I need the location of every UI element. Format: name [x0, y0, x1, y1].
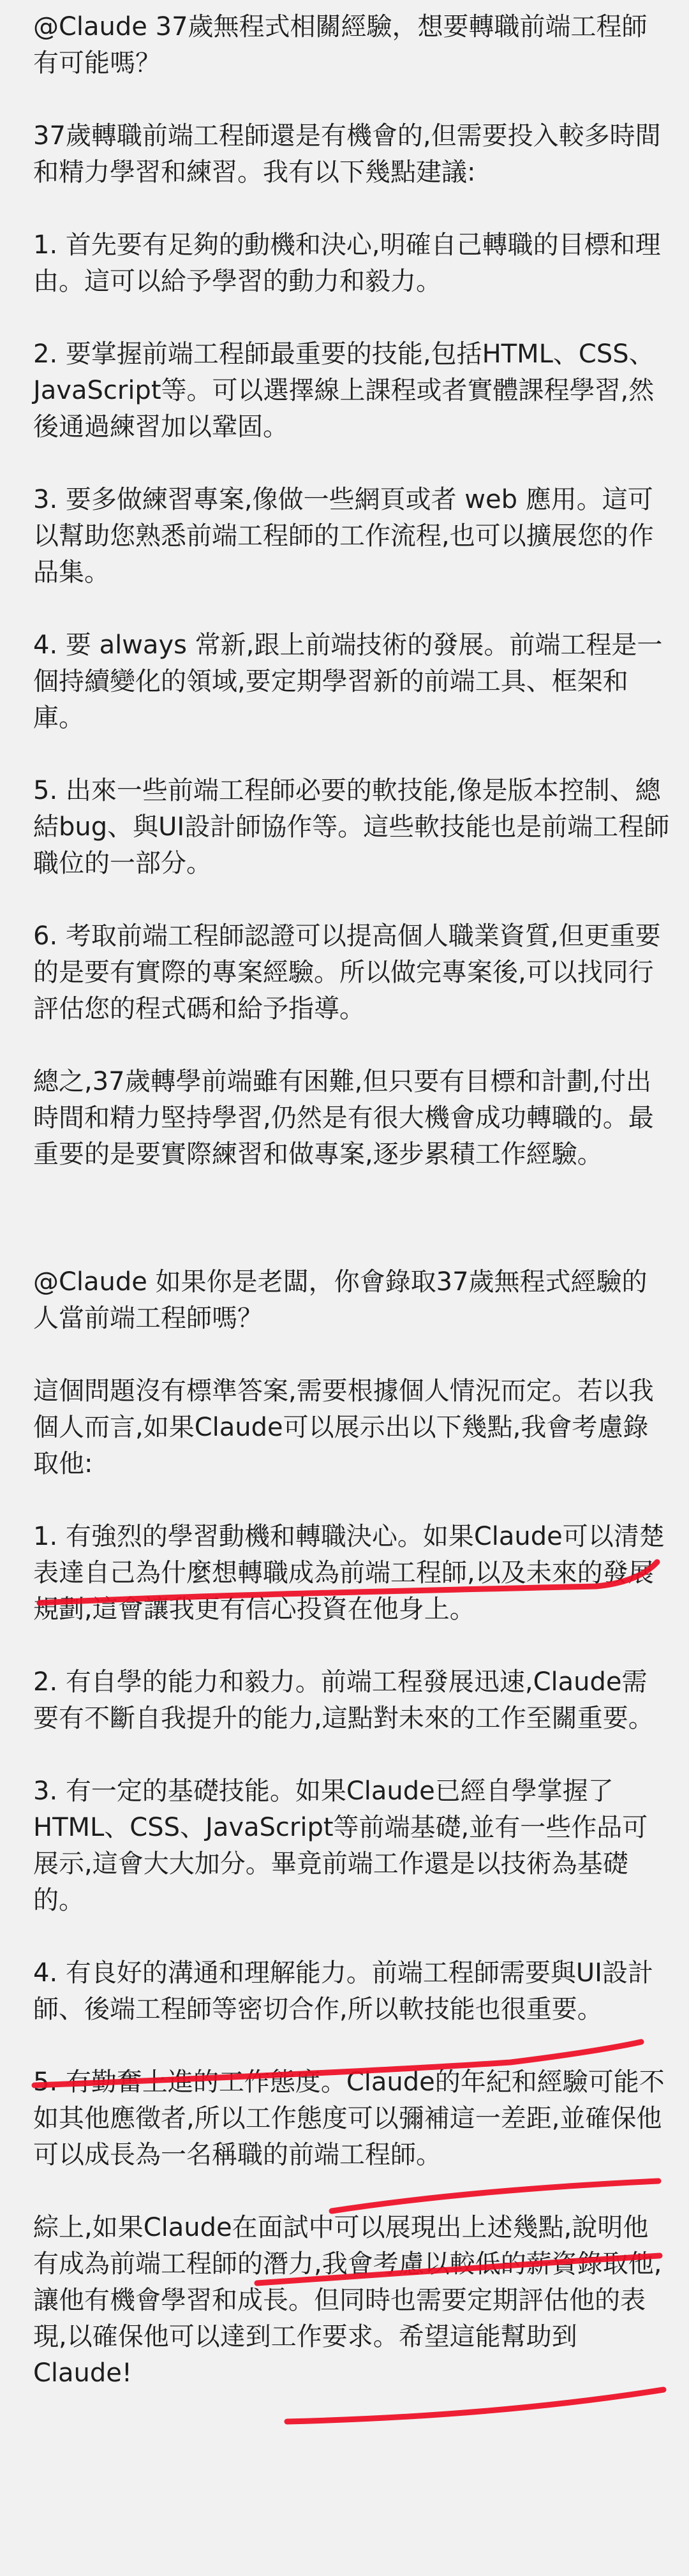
chat-thread — [33, 9, 671, 2392]
answer2-point: 4. 有良好的溝通和理解能力。前端工程師需要與UI設計師、後端工程師等密切合作,所以軟技能也很重要。 — [33, 1958, 653, 2024]
answer2-intro: 這個問題沒有標準答案,需要根據個人情況而定。若以我個人而言,如果Claude可以展示出以下幾點,我會考慮錄取他: — [33, 1376, 654, 1478]
answer2-conclusion: 綜上,如果Claude在面試中可以展現出上述幾點,說明他有成為前端工程師的潛力,我會考慮以較低的薪資錄取他,讓他有機會學習和成長。但同時也需要定期評估他的表現,以確保他可以達到工作要求。希望這能幫助到Claude! — [33, 2213, 662, 2388]
answer2-point: 1. 有強烈的學習動機和轉職決心。如果Claude可以清楚表達自己為什麼想轉職成為前端工程師,以及未來的發展規劃,這會讓我更有信心投資在他身上。 — [33, 1522, 665, 1624]
answer1-point: 5. 出來一些前端工程師必要的軟技能,像是版本控制、總結bug、與UI設計師協作等。這些軟技能也是前端工程師職位的一部分。 — [33, 776, 670, 878]
answer2-point: 5. 有勤奮上進的工作態度。Claude的年紀和經驗可能不如其他應徵者,所以工作態度可以彌補這一差距,並確保他可以成長為一名稱職的前端工程師。 — [33, 2067, 665, 2170]
answer1-conclusion: 總之,37歲轉學前端雖有困難,但只要有目標和計劃,付出時間和精力堅持學習,仍然是有很大機會成功轉職的。最重要的是要實際練習和做專案,逐步累積工作經驗。 — [33, 1067, 654, 1169]
answer2-point: 2. 有自學的能力和毅力。前端工程發展迅速,Claude需要有不斷自我提升的能力,這點對未來的工作至關重要。 — [33, 1667, 654, 1733]
answer1-intro: 37歲轉職前端工程師還是有機會的,但需要投入較多時間和精力學習和練習。我有以下幾點建議: — [33, 121, 661, 187]
user-question-1: @Claude 37歲無程式相關經驗，想要轉職前端工程師有可能嗎？ — [33, 12, 648, 78]
answer1-point: 1. 首先要有足夠的動機和決心,明確自己轉職的目標和理由。這可以給予學習的動力和毅力。 — [33, 230, 661, 296]
answer2-point: 3. 有一定的基礎技能。如果Claude已經自學掌握了HTML、CSS、JavaScript等前端基礎,並有一些作品可展示,這會大大加分。畢竟前端工作還是以技術為基礎的。 — [33, 1776, 648, 1915]
user-question-2: @Claude 如果你是老闆，你會錄取37歲無程式經驗的人當前端工程師嗎？ — [33, 1267, 648, 1333]
red-underline-salary — [287, 2390, 663, 2422]
answer1-point: 4. 要 always 常新,跟上前端技術的發展。前端工程是一個持續變化的領域,要定期學習新的前端工具、框架和庫。 — [33, 630, 663, 733]
answer1-point: 6. 考取前端工程師認證可以提高個人職業資質,但更重要的是要有實際的專案經驗。所以做完專案後,可以找同行評估您的程式碼和給予指導。 — [33, 921, 661, 1024]
answer1-point: 2. 要掌握前端工程師最重要的技能,包括HTML、CSS、JavaScript等。可以選擇線上課程或者實體課程學習,然後通過練習加以鞏固。 — [33, 339, 655, 442]
answer1-point: 3. 要多做練習專案,像做一些網頁或者 web 應用。這可以幫助您熟悉前端工程師的工作流程,也可以擴展您的作品集。 — [33, 485, 654, 587]
